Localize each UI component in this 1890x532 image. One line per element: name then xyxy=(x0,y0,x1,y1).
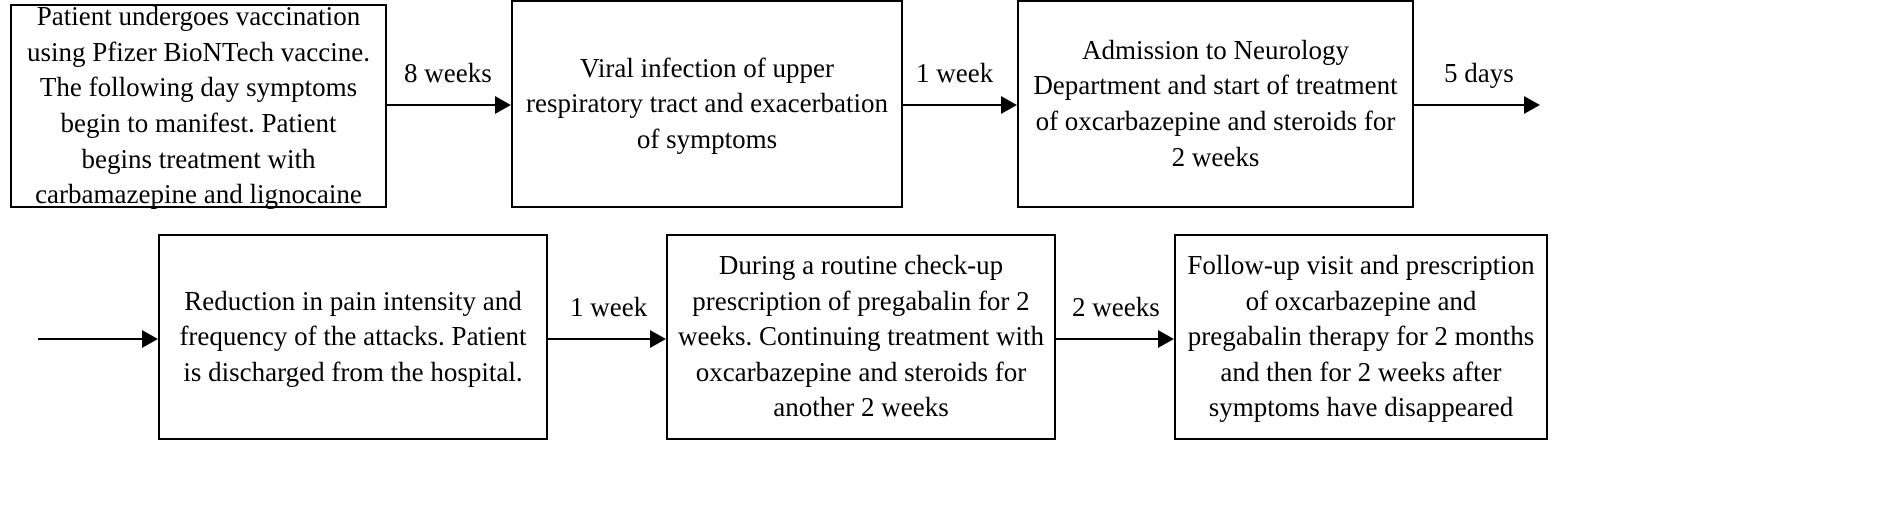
flow-node-vaccination[interactable] xyxy=(10,1,387,210)
flow-arrow-0 xyxy=(387,104,509,106)
flow-node-viral-infection[interactable] xyxy=(511,0,903,208)
flow-node-pain-reduction-discharge[interactable] xyxy=(158,234,548,440)
flow-edge-label-3: 1 week xyxy=(570,292,648,322)
flow-edge-label-1: 1 week xyxy=(916,58,994,88)
flow-arrow-1 xyxy=(903,104,1015,106)
flow-arrow-3 xyxy=(548,338,664,340)
flow-edge-label-4: 2 weeks xyxy=(1072,292,1160,322)
flow-arrow-2-rowbreak-out xyxy=(1414,104,1538,106)
flow-arrow-4 xyxy=(1056,338,1172,340)
flow-node-text: Viral infection of upper respiratory tract and exacerbation of symptoms xyxy=(525,52,889,154)
flow-node-text: Reduction in pain intensity and frequency of the attacks. Patient is discharged from the hospital. xyxy=(179,285,527,387)
flow-node-text: Admission to Neurology Department and start of treatment of oxcarbazepine and steroids for 2 weeks xyxy=(1033,34,1398,172)
flow-node-followup-visit[interactable] xyxy=(1174,234,1548,440)
flow-node-neurology-admission[interactable] xyxy=(1017,0,1414,208)
flow-node-text: During a routine check-up prescription of pregabalin for 2 weeks. Continuing treatment with oxcarbazepine and steroids for another 2 weeks xyxy=(678,249,1044,423)
flow-edge-label-0: 8 weeks xyxy=(404,58,492,88)
flow-node-text: Patient undergoes vaccination using Pfizer BioNTech vaccine. The following day symptoms begin to manifest. Patient begins treatment with carbamazepine and lignocaine xyxy=(27,1,370,210)
flow-edge-label-2: 5 days xyxy=(1444,58,1514,88)
flow-node-routine-checkup[interactable] xyxy=(666,234,1056,440)
flow-node-text: Follow-up visit and prescription of oxcarbazepine and pregabalin therapy for 2 months and then for 2 weeks after symptoms have disappeared xyxy=(1187,249,1535,423)
flow-arrow-2-rowbreak-in xyxy=(38,338,156,340)
